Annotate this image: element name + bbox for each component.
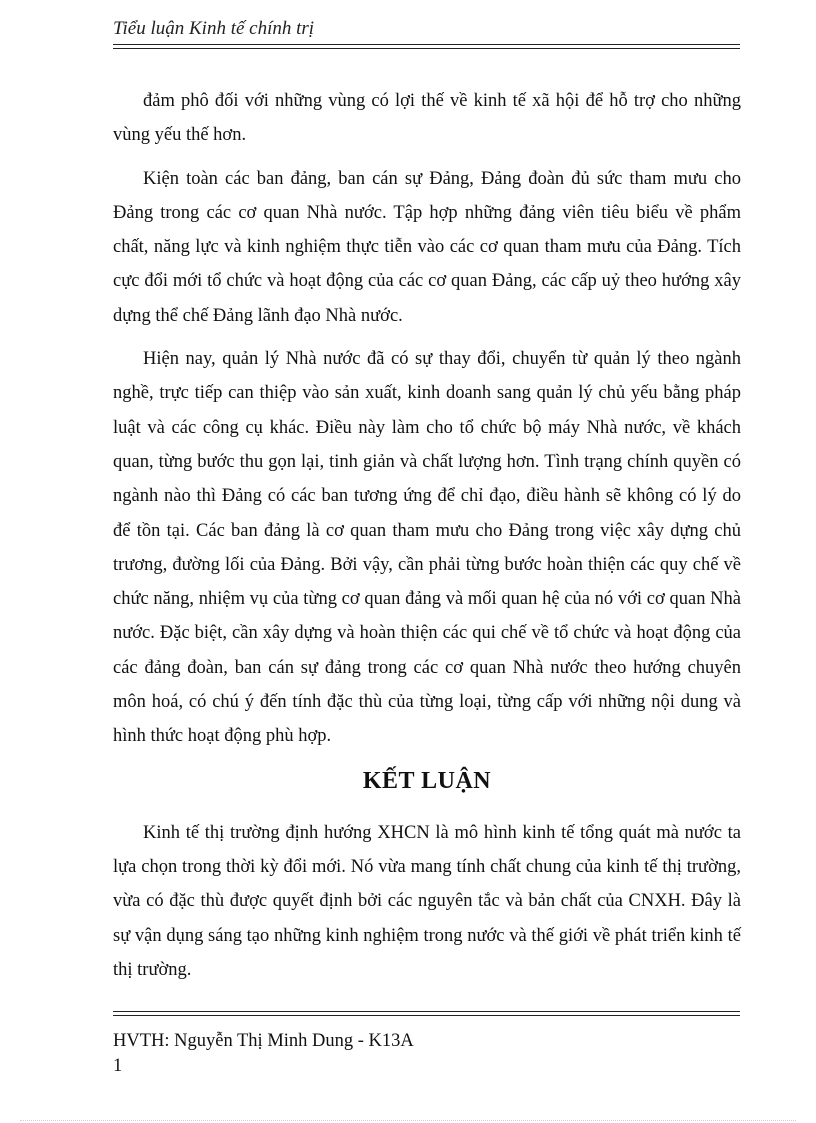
paragraph-conclusion: Kinh tế thị trường định hướng XHCN là mô hình kinh tế tổng quát mà nước ta lựa chọn trong thời kỳ đổi mới. Nó vừa mang tính chất chung của kinh tế thị trường, vừa có đặc thù được quyết định bởi các nguyên tắc và bản chất của CNXH. Đây là sự vận dụng sáng tạo những kinh nghiệm trong nước và thế giới về phát triển kinh tế thị trường. <box>113 822 741 980</box>
section-heading-conclusion: KẾT LUẬN <box>362 767 492 794</box>
page-number: 1 <box>113 1056 123 1076</box>
page-edge-divider <box>20 1120 796 1121</box>
footer-author: HVTH: Nguyễn Thị Minh Dung - K13A <box>113 1031 414 1051</box>
footer-divider <box>113 1011 740 1016</box>
running-header: Tiểu luận Kinh tế chính trị <box>113 18 315 39</box>
paragraph-state-management: Hiện nay, quản lý Nhà nước đã có sự thay đổi, chuyển từ quản lý theo ngành nghề, trực tiếp can thiệp vào sản xuất, kinh doanh sang quản lý chủ yếu bằng pháp luật và các công cụ khác. Điều này làm cho tổ chức bộ máy Nhà nước, về khách quan, từng bước thu gọn lại, tinh giản và chất lượng hơn. Tình trạng chính quyền có ngành nào thì Đảng có các ban tương ứng để chỉ đạo, điều hành sẽ không có lý do để tồn tại. Các ban đảng là cơ quan tham mưu cho Đảng trong việc xây dựng chủ trương, đường lối của Đảng. Bởi vậy, cần phải từng bước hoàn thiện các quy chế về chức năng, nhiệm vụ của từng cơ quan đảng và mối quan hệ của nó với cơ quan Nhà nước. Đặc biệt, cần xây dựng và hoàn thiện các qui chế về tổ chức và hoạt động của các đảng đoàn, ban cán sự đảng trong các cơ quan Nhà nước theo hướng chuyên môn hoá, có chú ý đến tính đặc thù của từng loại, từng cấp với những nội dung và hình thức hoạt động phù hợp. <box>113 349 741 747</box>
document-body <box>113 84 741 987</box>
paragraph-party-committees: Kiện toàn các ban đảng, ban cán sự Đảng, Đảng đoàn đủ sức tham mưu cho Đảng trong các cơ quan Nhà nước. Tập hợp những đảng viên tiêu biểu về phẩm chất, năng lực và kinh nghiệm thực tiễn vào các cơ quan tham mưu của Đảng. Tích cực đổi mới tổ chức và hoạt động của các cơ quan Đảng, các cấp uỷ theo hướng xây dựng thể chế Đảng lãnh đạo Nhà nước. <box>113 168 741 326</box>
paragraph-continuation: đảm phô đối với những vùng có lợi thế về kinh tế xã hội để hỗ trợ cho những vùng yếu thế hơn. <box>113 91 741 146</box>
header-divider <box>113 44 740 49</box>
